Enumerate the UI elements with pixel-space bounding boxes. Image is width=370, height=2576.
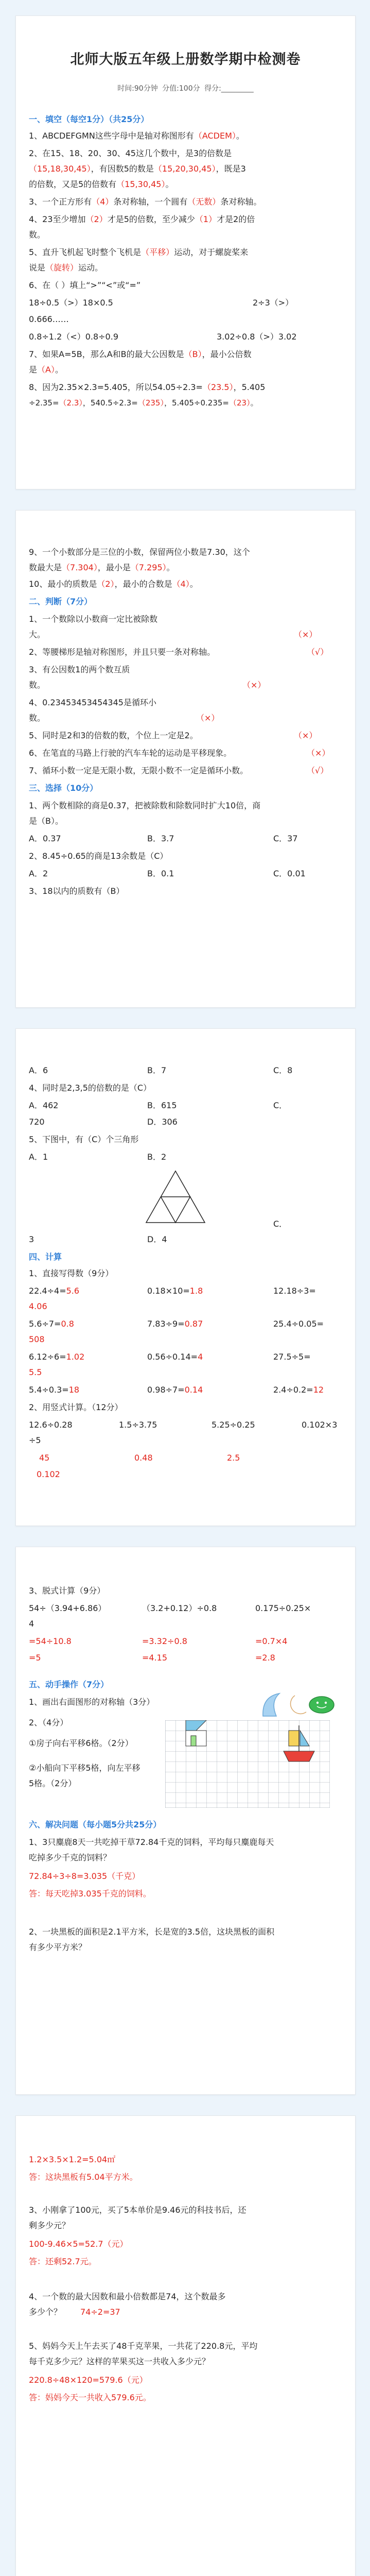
triangle-figure bbox=[142, 1169, 209, 1226]
question-line: 1、两个数相除的商是0.37，把被除数和除数同时扩大10倍，商 bbox=[29, 801, 261, 810]
section-heading: 六、解决问题（每小题5分共25分） bbox=[29, 1820, 162, 1829]
worksheet-page-4 bbox=[15, 1547, 356, 2095]
calc-item: 2.4÷0.2=12 bbox=[273, 1385, 324, 1395]
question-line: 1、直接写得数（9分） bbox=[29, 1268, 114, 1278]
answer-mark: （×） bbox=[307, 748, 330, 758]
question-line: 4、0.23453453454345是循环小 bbox=[29, 698, 156, 707]
calc-answer: 4.06 bbox=[29, 1301, 47, 1311]
question-line: 的倍数，又是5的倍数有（15,30,45）。 bbox=[29, 179, 174, 189]
question-line: 7、循环小数一定是无限小数，无限小数不一定是循环小数。 bbox=[29, 766, 249, 775]
calc-item: 6.12÷6=1.02 bbox=[29, 1352, 85, 1362]
question-line: 5、下图中，有（C）个三角形 bbox=[29, 1134, 139, 1144]
option: D．306 bbox=[147, 1117, 178, 1127]
question-line: （15,18,30,45），有因数5的数是（15,20,30,45），既是3 bbox=[29, 164, 246, 174]
calc-item: ÷5 bbox=[29, 1435, 41, 1445]
question-line: 10、最小的质数是（2），最小的合数是（4）。 bbox=[29, 579, 198, 589]
option: B．7 bbox=[147, 1065, 167, 1075]
question-line: ÷2.35=（2.3），540.5÷2.3=（235），5.405÷0.235=（23）。 bbox=[29, 398, 258, 408]
question-line: 说是（旋转）运动。 bbox=[29, 263, 103, 273]
solution-line: 220.8÷48×120=579.6（元） bbox=[29, 2375, 148, 2385]
question-line: 5、妈妈今天上午去买了48千克苹果，一共花了220.8元，平均 bbox=[29, 2341, 258, 2351]
calc-item: （3.2+0.12）÷0.8 bbox=[142, 1603, 217, 1613]
question-line: 数。 bbox=[29, 713, 46, 723]
answer-mark: （×） bbox=[294, 630, 318, 639]
calc-answer: 508 bbox=[29, 1334, 45, 1344]
question-line: 8、因为2.35×2.3=5.405，所以54.05÷2.3=（23.5），5.405 bbox=[29, 382, 266, 392]
question-line: 数。 bbox=[29, 680, 46, 690]
question-line: 2、一块黑板的面积是2.1平方米，长是宽的3.5倍，这块黑板的面积 bbox=[29, 1927, 275, 1937]
option: A．0.37 bbox=[29, 834, 61, 843]
worksheet-page-3 bbox=[15, 1028, 356, 1526]
question-line: 剩多少元？ bbox=[29, 2221, 71, 2230]
solution-line: 1.2×3.5×1.2=5.04㎡ bbox=[29, 2155, 116, 2164]
calc-answer: =2.8 bbox=[255, 1653, 275, 1663]
ellipse-face-shape bbox=[309, 1697, 334, 1713]
question-line: 5、同时是2和3的倍数的数，个位上一定是2。 bbox=[29, 731, 198, 740]
question-line: 每千克多少元？这样的苹果买这一共收入多少元？ bbox=[29, 2357, 210, 2366]
question-line: 3、18以内的质数有（B） bbox=[29, 886, 125, 896]
question-line: ①房子向右平移6格。（2分） bbox=[29, 1738, 133, 1748]
calc-item: 12.6÷0.28 bbox=[29, 1420, 73, 1430]
answer-mark: （×） bbox=[242, 680, 266, 690]
calc-item: 1.5÷3.75 bbox=[119, 1420, 157, 1430]
calc-item: 5.6÷7=0.8 bbox=[29, 1319, 74, 1329]
calc-answer: 45 bbox=[39, 1453, 50, 1463]
calc-answer: =54÷10.8 bbox=[29, 1636, 72, 1646]
option: 3 bbox=[29, 1234, 34, 1244]
option: B．0.1 bbox=[147, 869, 174, 878]
question-line: 2、（4分） bbox=[29, 1718, 68, 1727]
calc-answer: 0.48 bbox=[134, 1453, 153, 1463]
question-line: 有多少平方米？ bbox=[29, 1942, 87, 1952]
question-line: 0.666…… bbox=[29, 314, 69, 324]
solution-line: 答：这块黑板有5.04平方米。 bbox=[29, 2172, 138, 2182]
calc-item: 27.5÷5= bbox=[273, 1352, 311, 1362]
leaf-shape bbox=[263, 1693, 279, 1716]
question-line: 3.02÷0.8（>）3.02 bbox=[217, 332, 297, 342]
score-field: 得分:_________ bbox=[204, 84, 254, 93]
option: B．3.7 bbox=[147, 834, 174, 843]
worksheet-page-1 bbox=[15, 15, 356, 489]
option: 720 bbox=[29, 1117, 45, 1127]
question-line: 5格。（2分） bbox=[29, 1778, 77, 1788]
option: A．462 bbox=[29, 1100, 59, 1110]
question-line: 1、ABCDEFGMN这些字母中是轴对称图形有（ACDEM）。 bbox=[29, 131, 244, 141]
calc-item: 0.18×10=1.8 bbox=[147, 1286, 203, 1296]
worksheet-page-2 bbox=[15, 510, 356, 1008]
calc-answer: =0.7×4 bbox=[255, 1636, 288, 1646]
calc-answer: 2.5 bbox=[227, 1453, 240, 1463]
question-line: 大。 bbox=[29, 630, 46, 639]
question-line: 5、直升飞机起飞时整个飞机是（平移）运动，对于螺旋桨来 bbox=[29, 247, 249, 257]
calc-item: 0.102×3 bbox=[302, 1420, 338, 1430]
question-line: ②小船向下平移5格，向左平移 bbox=[29, 1763, 140, 1773]
question-line: 0.8÷1.2（<）0.8÷0.9 bbox=[29, 332, 119, 342]
time-limit: 时间:90分钟 bbox=[117, 84, 158, 93]
page-title: 北师大版五年级上册数学期中检测卷 bbox=[70, 52, 301, 67]
question-line: 3、小刚拿了100元，买了5本单价是9.46元的科技书后，还 bbox=[29, 2205, 246, 2215]
calc-item: 7.83÷9=0.87 bbox=[147, 1319, 203, 1329]
calc-item: 0.98÷7=0.14 bbox=[147, 1385, 203, 1395]
solution-line: 答：妈妈今天一共收入579.6元。 bbox=[29, 2393, 151, 2402]
question-line: 吃掉多少千克的饲料？ bbox=[29, 1853, 112, 1862]
option: B．615 bbox=[147, 1100, 177, 1110]
calc-answer: =4.15 bbox=[142, 1653, 168, 1663]
solution-line: 100-9.46×5=52.7（元） bbox=[29, 2239, 128, 2249]
option: C．0.01 bbox=[273, 869, 306, 878]
section-heading: 一、填空（每空1分）（共25分） bbox=[29, 114, 149, 124]
question-line: 18÷0.5（>）18×0.5 bbox=[29, 298, 113, 308]
question-line: 2、8.45÷0.65的商是13余数是（C） bbox=[29, 851, 168, 861]
question-line: 2、等腰梯形是轴对称图形，并且只要一条对称轴。 bbox=[29, 647, 216, 657]
section-heading: 二、判断（7分） bbox=[29, 597, 93, 606]
section-heading: 五、动手操作（7分） bbox=[29, 1680, 109, 1689]
question-line: 2÷3（>） bbox=[253, 298, 294, 308]
calc-item: 0.56÷0.14=4 bbox=[147, 1352, 203, 1362]
exam-meta bbox=[16, 83, 355, 93]
option: B．2 bbox=[147, 1152, 167, 1162]
calc-item: 25.4÷0.05= bbox=[273, 1319, 324, 1329]
question-line: 是（A）。 bbox=[29, 365, 63, 375]
question-line: 1、3只麋鹿8天一共吃掉干草72.84千克的饲料，平均每只麋鹿每天 bbox=[29, 1837, 274, 1847]
question-line: 1、画出右面图形的对称轴（3分） bbox=[29, 1697, 155, 1707]
option: C．8 bbox=[273, 1065, 293, 1075]
section-heading: 四、计算 bbox=[29, 1252, 62, 1262]
question-line: 2、在15、18、20、30、45这几个数中，是3的倍数是 bbox=[29, 148, 232, 158]
answer-mark: （√） bbox=[307, 647, 329, 657]
calc-item: 12.18÷3= bbox=[273, 1286, 316, 1296]
question-line: 多少个？ 74÷2=37 bbox=[29, 2307, 120, 2317]
calc-item: 5.4÷0.3=18 bbox=[29, 1385, 80, 1395]
section-heading: 三、选择（10分） bbox=[29, 783, 98, 793]
question-line: 1、一个数除以小数商一定比被除数 bbox=[29, 614, 158, 624]
symmetry-shapes bbox=[259, 1690, 336, 1719]
option: D．4 bbox=[147, 1234, 167, 1244]
solution-line: 72.84÷3÷8=3.035（千克） bbox=[29, 1871, 140, 1881]
option: C．37 bbox=[273, 834, 298, 843]
question-line: 3、一个正方形有（4）条对称轴，一个圆有（无数）条对称轴。 bbox=[29, 197, 262, 207]
question-line: 2、用竖式计算。（12分） bbox=[29, 1402, 123, 1412]
option: C． bbox=[273, 1219, 288, 1229]
question-line: 数。 bbox=[29, 230, 46, 240]
calc-item: 4 bbox=[29, 1619, 34, 1629]
question-line: 6、在笔直的马路上行驶的汽车车轮的运动是平移现象。 bbox=[29, 748, 232, 758]
option: A．6 bbox=[29, 1065, 48, 1075]
question-line: 3、脱式计算（9分） bbox=[29, 1586, 105, 1596]
option: A．1 bbox=[29, 1152, 48, 1162]
solution-line: 答：还剩52.7元。 bbox=[29, 2257, 97, 2266]
calc-answer: 5.5 bbox=[29, 1367, 42, 1377]
question-line: 4、同时是2,3,5的倍数的是（C） bbox=[29, 1083, 152, 1093]
question-line: 7、如果A=5B，那么A和B的最大公因数是（B），最小公倍数 bbox=[29, 349, 252, 359]
question-line: 是（B）。 bbox=[29, 816, 63, 826]
question-line: 9、一个小数部分是三位的小数，保留两位小数是7.30，这个 bbox=[29, 547, 250, 557]
calc-answer: =5 bbox=[29, 1653, 41, 1663]
calc-item: 5.25÷0.25 bbox=[212, 1420, 255, 1430]
answer-mark: （×） bbox=[196, 713, 220, 723]
score-total: 分值:100分 bbox=[162, 84, 200, 93]
question-line: 4、23至少增加（2）才是5的倍数，至少减少（1）才是2的倍 bbox=[29, 214, 255, 224]
question-line: 数最大是（7.304），最小是（7.295）。 bbox=[29, 563, 175, 572]
moon-shape bbox=[291, 1696, 306, 1714]
answer-mark: （√） bbox=[307, 766, 329, 775]
translation-grid bbox=[165, 1720, 330, 1808]
calc-answer: =3.32÷0.8 bbox=[142, 1636, 187, 1646]
calc-item: 0.175÷0.25× bbox=[255, 1603, 311, 1613]
worksheet-page-5 bbox=[15, 2115, 356, 2576]
calc-item: 54÷（3.94+6.86） bbox=[29, 1603, 107, 1613]
question-line: 6、在（ ）填上“>”“<”或“=” bbox=[29, 280, 141, 290]
calc-answer: 0.102 bbox=[37, 1469, 60, 1479]
option: A．2 bbox=[29, 869, 48, 878]
option: C． bbox=[273, 1100, 288, 1110]
solution-line: 答：每天吃掉3.035千克的饲料。 bbox=[29, 1889, 151, 1899]
calc-item: 22.4÷4=5.6 bbox=[29, 1286, 80, 1296]
answer-mark: （×） bbox=[294, 731, 318, 740]
question-line: 4、一个数的最大因数和最小倍数都是74，这个数最多 bbox=[29, 2292, 226, 2301]
question-line: 3、有公因数1的两个数互质 bbox=[29, 665, 130, 674]
